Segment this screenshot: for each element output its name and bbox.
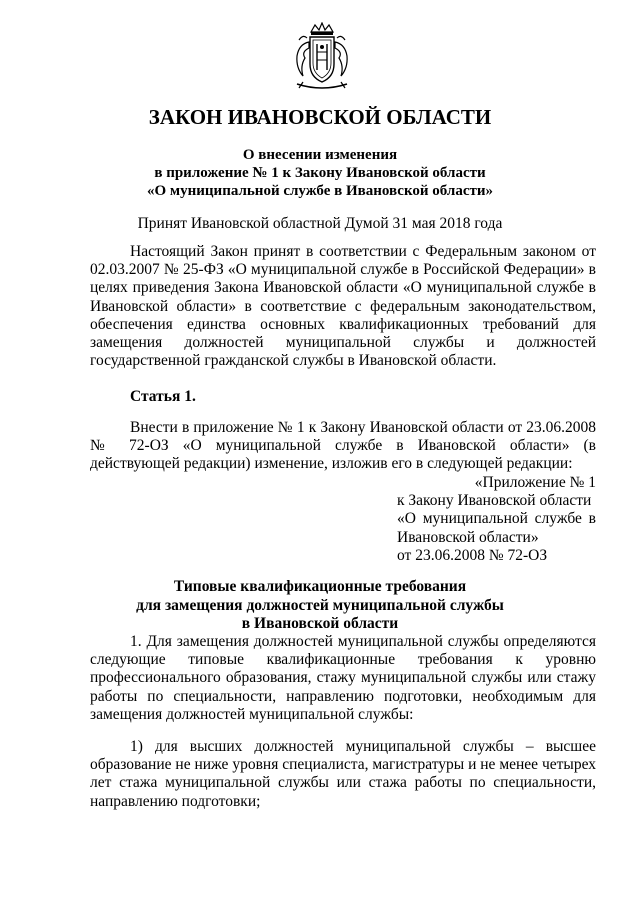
heading-line: в Ивановской области [241,615,399,632]
point-1-paragraph [90,633,596,724]
article-title: Статья 1. [130,388,196,405]
subpoint-1-text: 1) для высших должностей муниципальной службы – высшее образование не ниже уровня специалиста, магистратуры и не менее четырех лет стажа муниципальной службы или стажа работы по специальности, направлению подготовки; [90,738,596,810]
article-text: Внести в приложение № 1 к Закону Ивановской области от 23.06.2008 № 72-ОЗ «О муниципальной службе в Ивановской области» (в действующей редакции) изменение, изложив его в следующей редакции: [90,419,596,473]
subtitle-line: «О муниципальной службе в Ивановской области» [146,183,493,199]
appendix-line: от 23.06.2008 № 72-ОЗ [397,546,548,564]
point-1-text: 1. Для замещения должностей муниципальной службы определяются следующие типовые квалификационные требования к уровню профессионального образования, стажу муниципальной службы или стажу работы по специальности, направлению подготовки, необходимым для замещения должностей муниципальной службы: [90,633,596,723]
adoption-date: Принят Ивановской областной Думой 31 мая 2018 года [137,215,503,232]
subpoint-1-paragraph [90,738,596,811]
heading-line: для замещения должностей муниципальной службы [136,596,504,614]
subtitle-line: О внесении изменения [242,147,398,163]
appendix-line: к Закону Ивановской области [397,492,592,510]
requirements-heading [0,578,640,634]
heading-line: Типовые квалификационные требования [173,578,467,595]
document-title: ЗАКОН ИВАНОВСКОЙ ОБЛАСТИ [148,105,492,129]
preamble-text: Настоящий Закон принят в соответствии с Федеральным законом от 02.03.2007 № 25-ФЗ «О муниципальной службе в Российской Федерации» в целях приведения Закона Ивановской области «О муниципальной службе в Ивановской области» в соответствие с федеральным законодательством, обеспечения единства основных квалификационных требований для замещения должностей муниципальной службы и должностей государственной гражданской службы в Ивановской области. [90,243,596,370]
coat-of-arms-icon [291,22,353,94]
appendix-line: «О муниципальной службе в Ивановской области» [397,510,596,546]
preamble-paragraph [90,243,596,370]
document-subtitle [0,146,640,200]
appendix-reference [397,474,596,565]
appendix-line: «Приложение № 1 [474,474,596,491]
article-paragraph [90,419,596,474]
subtitle-line: в приложение № 1 к Закону Ивановской области [154,165,486,181]
